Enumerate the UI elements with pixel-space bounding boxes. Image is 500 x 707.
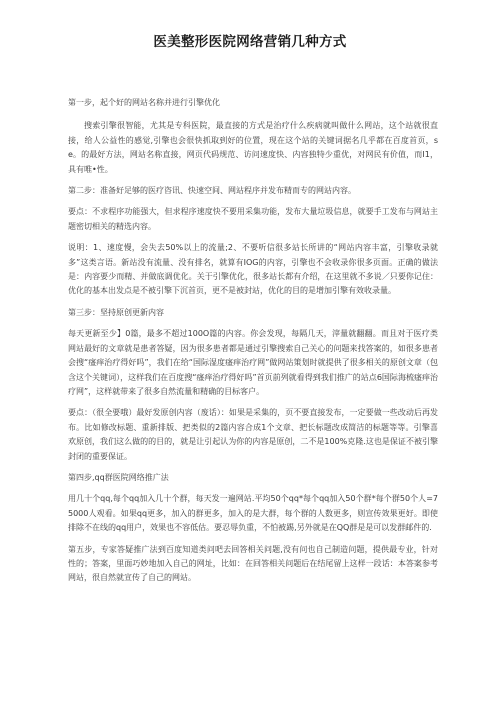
document-title: 医美整形医院网络营销几种方式 [153, 34, 347, 50]
document-body [68, 96, 438, 586]
step-2-heading: 第二步：准备好足够的医疗咨讯、快速空间、网站程序并发布精而专的网站内容。 [68, 186, 356, 196]
step-4-heading: 第四步,qq群医院网络推广法 [68, 472, 169, 482]
step-5-body: 第五步，专家答疑推广法到百度知道类问吧去回答相关问题,没有问也自己制造问题，提供最专业，针对性的；答案，里面巧妙地加入自己的网址，比如：在回答相关问题后在结尾留上这样一段话：本答案参考网站，很自然就宣传了自己的网站。 [68, 544, 438, 583]
step-2-key-points: 要点：不求程序功能强大，但求程序速度快不要用采集功能，发布大量垃圾信息，就要手工发布与网站主题密切相关的精选内容。 [68, 207, 438, 231]
step-3-body: 每天更新至少】0篇，最多不超过100O篇的内容。你会发现，每隔几天，滓量就翻翻。而且对于医疗类网站最好的文章就是患者答疑，因为很多患者都是通过引擎搜索自己关心的问题来找答案的，如很多患者会搜“瘙痒治疗得好吗”，我们在给“国际湿度瘙痒治疗网”做网站策划时就提供了很多相关的原创文章（包含这个关键词），这样我们在百度搜“瘙痒治疗得好吗”首页前列就看得到我们推广的站点6国际海梳瘙痒治疗网”，这样就带来了很多自然流量和精确的目标客户。 [68, 329, 438, 396]
step-4-body: 用几十个qq,每个qq加入几十个群，每天发一遍网站.平均50个qq*每个qq加入50个群*每个群50个人=75000人观看。如果qq更多，加入的群更多，加入的是大群，每个群的人数更多，则宣传效果更好。即使排除不在线的qq用户，效果也不容低估。要忍辱负重，不怕被踢,另外就是在QQ群是是可以发群邮件的. [68, 494, 438, 533]
step-1-body: 搜索引擎很智能，尤其是专科医院，最直接的方式是治疗什么疾病就叫做什么网站，这个站就很直接，给人公益性的感觉,引擎也会很快抓取到好的位置，现在这个站的关键词据名几乎都在百度首页，se。的最好方法，网站名称直接，网页代码规范、访问速度快、内容独特少重优，对网民有价值，而I1，具有唯•性。 [68, 121, 438, 174]
step-3-heading: 第三步：坚持原创更新内容 [68, 307, 164, 317]
step-2-explanation: 说明：1、速度慢，会失去50%以上的流量;2、不要听信很多站长所讲的“网站内容丰富，引擎收录就多”这类言语。新站没有流量、没有排名，就算有IOG的内容，引擎也不会收录你很多页面。正确的做法是：内容要少而精、并做底调优化。关于引擎优化，很多站长都有介绍，在这里就不多说／只要你记住：优化的基本出发点是不被引擎下沉首页，更不是被封站，优化的目的是增加引擎有效收录量。 [68, 243, 438, 296]
step-3-key-points: 要点：（很全要哦）最好发原创内容（废话）：如果是采集的，页不要直接发布，一定要做一些改动后再发布。比如修改标题、重新排版、把类似的2篇内容合成1个文章、把长标题改成简洁的标题等等。引擎喜欢原创，我们这么做的的目的，就是让引起认为你的内容是原创，二不是100%克隆.这也是保证不被引擎封闭的重要保证。 [68, 408, 438, 461]
step-1-heading: 第一步，起个好的网站名称并进行引擎优化 [68, 98, 220, 107]
